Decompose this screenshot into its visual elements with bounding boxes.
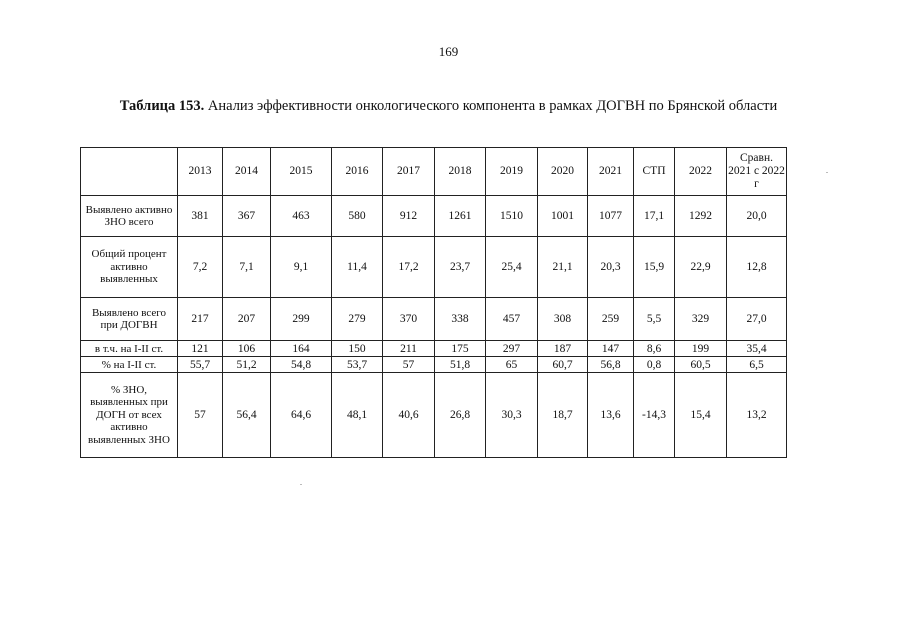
table-cell: 199 <box>675 341 727 357</box>
table-row <box>81 357 787 373</box>
scan-speck <box>826 172 828 173</box>
table-cell: 53,7 <box>332 357 383 373</box>
table-cell: 1292 <box>675 196 727 237</box>
table-caption-text: Анализ эффективности онкологического компонента в рамках ДОГВН по Брянской области <box>204 98 778 114</box>
header-cell <box>81 148 178 196</box>
table-cell: 147 <box>588 341 634 357</box>
row-label: Выявлено активно ЗНО всего <box>81 196 178 237</box>
table-cell: 217 <box>178 298 223 341</box>
table-cell: 56,4 <box>223 373 271 458</box>
table-cell: 121 <box>178 341 223 357</box>
header-cell: СТП <box>634 148 675 196</box>
table-row <box>81 237 787 298</box>
table-cell: 56,8 <box>588 357 634 373</box>
row-label: % на I-II ст. <box>81 357 178 373</box>
table-cell: 64,6 <box>271 373 332 458</box>
header-cell: 2016 <box>332 148 383 196</box>
table-row <box>81 341 787 357</box>
table-cell: 35,4 <box>727 341 787 357</box>
table-row <box>81 196 787 237</box>
table-cell: 20,0 <box>727 196 787 237</box>
table-header-row <box>81 148 787 196</box>
table-cell: 299 <box>271 298 332 341</box>
table-cell: 8,6 <box>634 341 675 357</box>
table-cell: 457 <box>486 298 538 341</box>
table-cell: 297 <box>486 341 538 357</box>
table-cell: 381 <box>178 196 223 237</box>
table-cell: 367 <box>223 196 271 237</box>
table-row <box>81 298 787 341</box>
table-caption <box>0 98 897 115</box>
table-cell: 207 <box>223 298 271 341</box>
table-cell: 6,5 <box>727 357 787 373</box>
table-cell: 338 <box>435 298 486 341</box>
table-cell: 150 <box>332 341 383 357</box>
table-cell: 11,4 <box>332 237 383 298</box>
efficiency-table <box>80 147 787 458</box>
table-cell: 13,6 <box>588 373 634 458</box>
table-cell: 259 <box>588 298 634 341</box>
table-cell: 164 <box>271 341 332 357</box>
table-cell: 15,4 <box>675 373 727 458</box>
table-caption-label: Таблица 153. <box>119 98 205 114</box>
table-cell: 1261 <box>435 196 486 237</box>
header-cell: 2015 <box>271 148 332 196</box>
table-cell: 21,1 <box>538 237 588 298</box>
table-cell: 0,8 <box>634 357 675 373</box>
table-cell: 211 <box>383 341 435 357</box>
table-cell: 18,7 <box>538 373 588 458</box>
header-cell: 2014 <box>223 148 271 196</box>
table-cell: 25,4 <box>486 237 538 298</box>
table-cell: 12,8 <box>727 237 787 298</box>
header-cell: 2013 <box>178 148 223 196</box>
table-cell: 54,8 <box>271 357 332 373</box>
row-label: % ЗНО, выявленных при ДОГН от всех активно выявленных ЗНО <box>81 373 178 458</box>
table-cell: 30,3 <box>486 373 538 458</box>
table-cell: 580 <box>332 196 383 237</box>
header-cell: 2021 <box>588 148 634 196</box>
row-label: Выявлено всего при ДОГВН <box>81 298 178 341</box>
header-cell: 2020 <box>538 148 588 196</box>
header-cell: 2018 <box>435 148 486 196</box>
table-cell: 65 <box>486 357 538 373</box>
row-label: Общий процент активно выявленных <box>81 237 178 298</box>
table-cell: 9,1 <box>271 237 332 298</box>
table-cell: 13,2 <box>727 373 787 458</box>
table-cell: 60,7 <box>538 357 588 373</box>
table-cell: 187 <box>538 341 588 357</box>
table-cell: 7,2 <box>178 237 223 298</box>
table-cell: 1077 <box>588 196 634 237</box>
table-cell: 57 <box>383 357 435 373</box>
table-cell: 279 <box>332 298 383 341</box>
table-cell: 20,3 <box>588 237 634 298</box>
table-cell: 17,1 <box>634 196 675 237</box>
table-cell: 912 <box>383 196 435 237</box>
scan-speck <box>300 484 302 485</box>
table-cell: 463 <box>271 196 332 237</box>
table-cell: 51,8 <box>435 357 486 373</box>
table-cell: 308 <box>538 298 588 341</box>
table-cell: 370 <box>383 298 435 341</box>
header-cell: Сравн. 2021 с 2022 г <box>727 148 787 196</box>
table-cell: 1510 <box>486 196 538 237</box>
table-cell: 329 <box>675 298 727 341</box>
table-cell: 27,0 <box>727 298 787 341</box>
header-cell: 2022 <box>675 148 727 196</box>
table-cell: 23,7 <box>435 237 486 298</box>
table-cell: 1001 <box>538 196 588 237</box>
table-cell: 48,1 <box>332 373 383 458</box>
table-cell: 60,5 <box>675 357 727 373</box>
table-cell: -14,3 <box>634 373 675 458</box>
table-cell: 17,2 <box>383 237 435 298</box>
table-cell: 40,6 <box>383 373 435 458</box>
table-cell: 175 <box>435 341 486 357</box>
header-cell: 2019 <box>486 148 538 196</box>
table-cell: 51,2 <box>223 357 271 373</box>
table-row <box>81 373 787 458</box>
table-cell: 5,5 <box>634 298 675 341</box>
table-cell: 106 <box>223 341 271 357</box>
page-number: 169 <box>438 44 459 59</box>
table-cell: 22,9 <box>675 237 727 298</box>
row-label: в т.ч. на I-II ст. <box>81 341 178 357</box>
table-cell: 57 <box>178 373 223 458</box>
header-cell: 2017 <box>383 148 435 196</box>
table-cell: 26,8 <box>435 373 486 458</box>
table-cell: 55,7 <box>178 357 223 373</box>
table-cell: 7,1 <box>223 237 271 298</box>
table-cell: 15,9 <box>634 237 675 298</box>
